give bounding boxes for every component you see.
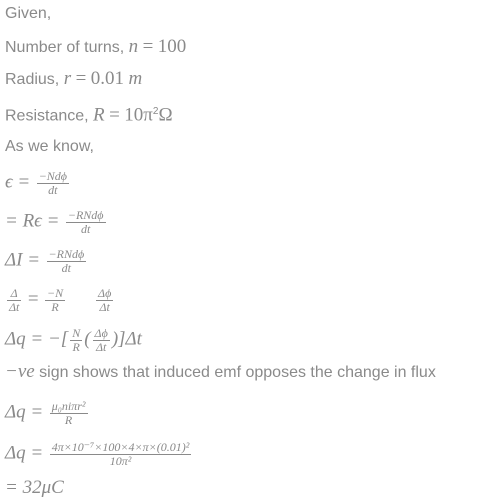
resistance-exp: 2 (152, 106, 159, 117)
equation-delta-i (5, 248, 88, 275)
eq7-fraction (50, 441, 192, 468)
eq6-denominator: R (64, 413, 73, 427)
eq4-equals: = (27, 288, 39, 310)
eq5-f1-numerator: N (72, 326, 81, 340)
eq1-fraction (37, 170, 69, 197)
resistance-var: R (93, 104, 105, 126)
resistance-label: Resistance, (5, 107, 89, 125)
turns-eq: = (142, 36, 154, 57)
eq7-denominator: 10π² (109, 454, 132, 468)
equation-delta-ratio (5, 287, 115, 314)
eq3-numerator: −RNdϕ (48, 247, 85, 261)
eq2-lhs: = Rϵ = (5, 210, 60, 232)
eq3-denominator: dt (61, 261, 72, 275)
eq5-open-paren: ( (84, 328, 91, 350)
eq5-fraction-2 (93, 327, 110, 354)
turns-label: Number of turns, (5, 39, 125, 56)
radius-label: Radius, (5, 71, 60, 88)
eq4-fraction-2 (45, 287, 65, 314)
given-label: Given, (5, 5, 52, 22)
eq4-f1-numerator: Δ (7, 287, 21, 301)
radius-val: 0.01 (90, 68, 124, 89)
eq7-lhs: Δq = (5, 442, 44, 464)
eq5-lhs: Δq = −[ (5, 328, 69, 350)
equation-delta-q (5, 327, 142, 354)
eq1-lhs: ϵ = (5, 171, 31, 193)
eq4-f3-denominator: Δt (99, 300, 110, 314)
equation-charge-formula (5, 400, 90, 427)
eq2-numerator: −RNdϕ (67, 208, 104, 222)
eq4-f2-numerator: −N (47, 286, 64, 300)
sign-note-text: sign shows that induced emf opposes the change in flux (34, 364, 436, 381)
result-value: = 32μC (5, 477, 64, 498)
eq1-numerator: −Ndϕ (38, 169, 67, 183)
eq1-denominator: dt (48, 183, 58, 197)
eq3-fraction (47, 248, 87, 275)
radius-var: r (63, 68, 72, 89)
eq4-fraction-1 (7, 287, 21, 314)
eq5-f1-denominator: R (72, 340, 80, 354)
eq3-lhs: ΔI = (5, 249, 41, 271)
eq6-lhs: Δq = (5, 401, 44, 423)
turns-var: n (128, 36, 139, 57)
radius-unit: m (128, 68, 143, 89)
eq7-numerator: 4π×10⁻⁷×100×4×π×(0.01)² (51, 440, 190, 454)
resistance-unit: Ω (158, 104, 173, 126)
eq4-f3-numerator: Δϕ (98, 286, 112, 300)
eq4-f1-denominator: Δt (9, 300, 20, 314)
eq4-f2-denominator: R (51, 300, 59, 314)
as-we-know: As we know, (5, 138, 94, 155)
eq6-numerator: μ₀niπr² (51, 399, 86, 413)
eq5-fraction-1 (70, 327, 82, 354)
turns-line (5, 37, 186, 58)
result (5, 478, 64, 499)
sign-note-math: −ve (5, 361, 35, 382)
eq5-f2-denominator: Δt (95, 340, 107, 354)
equation-emf (5, 170, 71, 197)
eq4-fraction-3 (96, 287, 113, 314)
eq5-f2-numerator: Δϕ (94, 326, 108, 340)
resistance-eq: = (109, 104, 120, 126)
resistance-val: 10π (124, 104, 153, 126)
resistance-line (5, 102, 173, 126)
eq5-close: )]Δt (111, 328, 142, 350)
eq6-fraction (50, 400, 88, 427)
eq2-denominator: dt (81, 222, 91, 236)
eq2-fraction (66, 209, 106, 236)
equation-r-emf (5, 209, 108, 236)
radius-eq: = (75, 68, 87, 89)
sign-note (5, 362, 436, 383)
equation-charge-values (5, 441, 193, 468)
turns-val: 100 (157, 36, 187, 57)
radius-line (5, 69, 142, 90)
